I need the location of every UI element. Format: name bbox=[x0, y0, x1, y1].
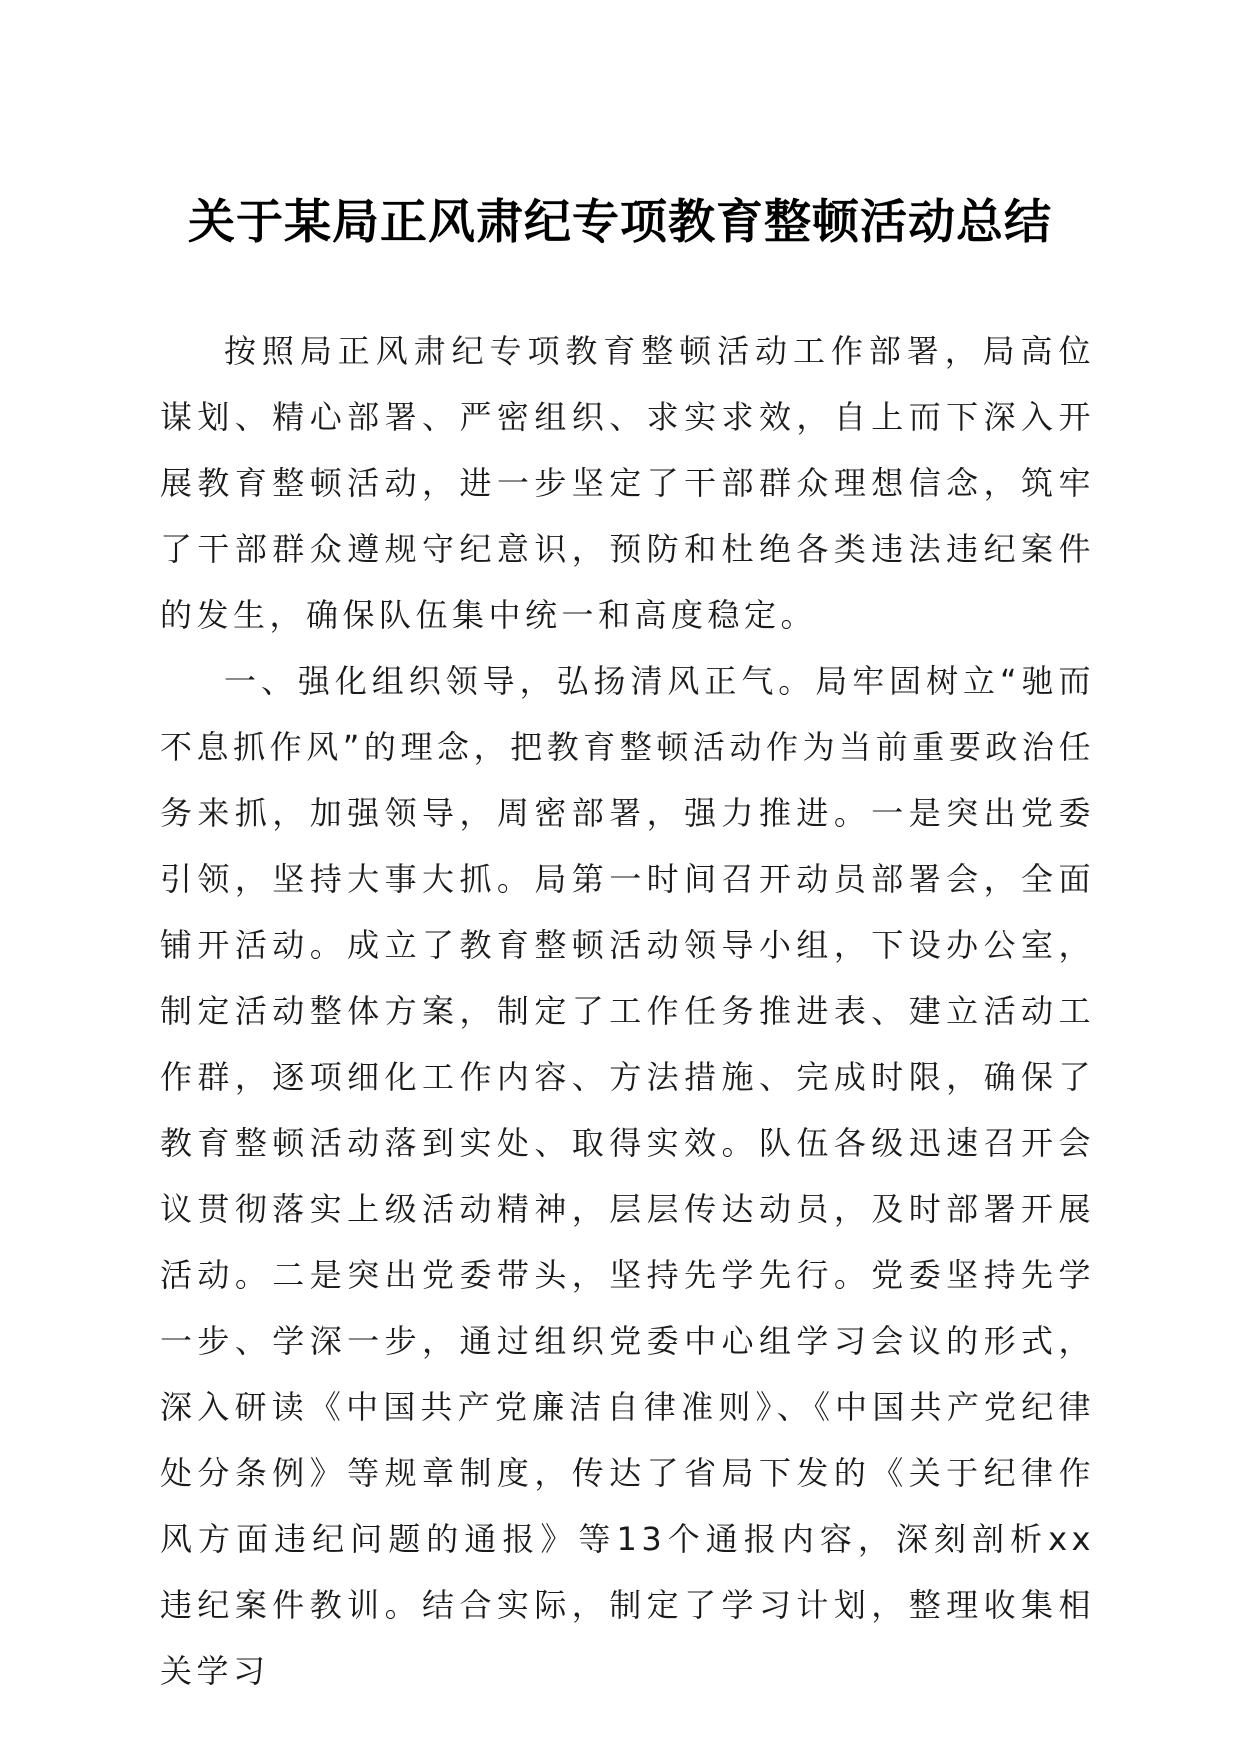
document-body bbox=[160, 318, 1095, 1704]
intro-paragraph: 按照局正风肃纪专项教育整顿活动工作部署，局高位谋划、精心部署、严密组织、求实求效，自上而下深入开展教育整顿活动，进一步坚定了干部群众理想信念，筑牢了干部群众遵规守纪意识，预防和杜绝各类违法违纪案件的发生，确保队伍集中统一和高度稳定。 bbox=[160, 332, 1095, 634]
document-title: 关于某局正风肃纪专项教育整顿活动总结 bbox=[188, 195, 1052, 250]
section-one-paragraph: 一、强化组织领导，弘扬清风正气。局牢固树立“驰而不息抓作风”的理念，把教育整顿活动作为当前重要政治任务来抓，加强领导，周密部署，强力推进。一是突出党委引领，坚持大事大抓。局第一时间召开动员部署会，全面铺开活动。成立了教育整顿活动领导小组，下设办公室，制定活动整体方案，制定了工作任务推进表、建立活动工作群，逐项细化工作内容、方法措施、完成时限，确保了教育整顿活动落到实处、取得实效。队伍各级迅速召开会议贯彻落实上级活动精神，层层传达动员，及时部署开展活动。二是突出党委带头，坚持先学先行。党委坚持先学一步、学深一步，通过组织党委中心组学习会议的形式，深入研读《中国共产党廉洁自律准则》、《中国共产党纪律处分条例》等规章制度，传达了省局下发的《关于纪律作风方面违纪问题的通报》等13个通报内容，深刻剖析xx违纪案件教训。结合实际，制定了学习计划，整理收集相关学习 bbox=[160, 662, 1095, 1690]
